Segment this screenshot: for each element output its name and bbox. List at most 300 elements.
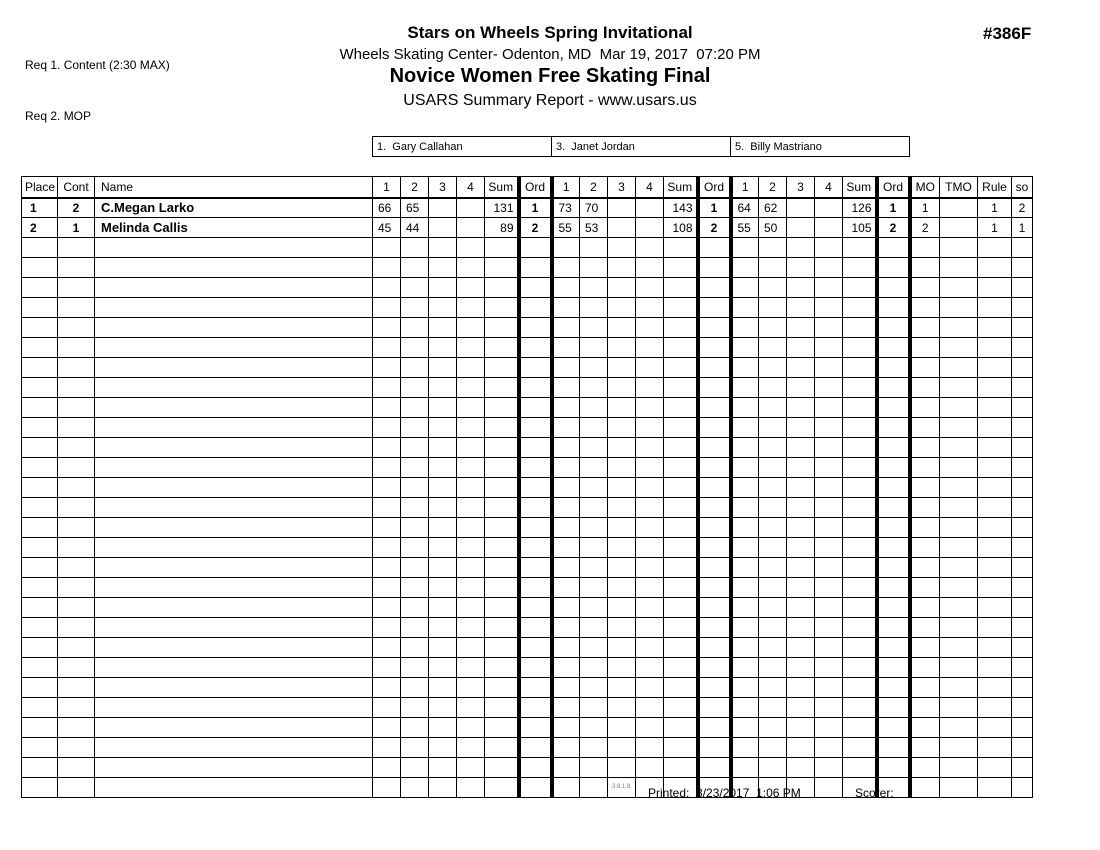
empty-row [22,438,1033,458]
empty-cell [401,298,429,318]
empty-cell [58,318,95,338]
empty-cell [1012,358,1033,378]
empty-cell [519,718,552,738]
empty-cell [519,418,552,438]
empty-cell [698,438,731,458]
empty-cell [940,658,978,678]
col-header-place: Place [22,177,58,198]
empty-cell [731,658,759,678]
empty-cell [843,238,877,258]
empty-cell [843,498,877,518]
empty-cell [429,498,457,518]
empty-cell [429,698,457,718]
empty-cell [608,238,636,258]
empty-row [22,278,1033,298]
empty-cell [636,698,664,718]
judge2-score4-cell [636,218,664,238]
empty-cell [1012,698,1033,718]
empty-cell [759,278,787,298]
empty-cell [485,638,519,658]
empty-cell [401,318,429,338]
empty-cell [1012,298,1033,318]
empty-cell [664,338,698,358]
empty-cell [580,758,608,778]
empty-cell [22,778,58,798]
empty-cell [485,338,519,358]
empty-row [22,558,1033,578]
mo-cell: 1 [910,198,940,218]
empty-cell [457,478,485,498]
col-header-rule: Rule [978,177,1012,198]
empty-cell [815,738,843,758]
empty-cell [58,638,95,658]
empty-cell [978,758,1012,778]
place-cell: 1 [22,198,58,218]
empty-cell [485,278,519,298]
empty-cell [457,258,485,278]
empty-cell [457,718,485,738]
empty-cell [608,298,636,318]
empty-cell [910,518,940,538]
empty-cell [373,578,401,598]
empty-cell [940,698,978,718]
empty-cell [787,718,815,738]
empty-cell [401,718,429,738]
empty-cell [759,258,787,278]
empty-cell [22,338,58,358]
empty-cell [731,478,759,498]
empty-cell [95,418,373,438]
judge1-score2-cell: 65 [401,198,429,218]
empty-cell [664,738,698,758]
empty-cell [664,398,698,418]
empty-cell [843,658,877,678]
empty-cell [22,358,58,378]
empty-cell [608,518,636,538]
empty-cell [731,258,759,278]
empty-cell [843,598,877,618]
tmo-cell [940,198,978,218]
judge2-score2-cell: 53 [580,218,608,238]
col-header-j1-3: 3 [429,177,457,198]
col-header-j3-1: 1 [731,177,759,198]
empty-cell [815,358,843,378]
empty-cell [815,378,843,398]
empty-cell [759,338,787,358]
cont-cell: 1 [58,218,95,238]
empty-cell [373,538,401,558]
empty-cell [429,758,457,778]
empty-cell [731,558,759,578]
empty-cell [485,718,519,738]
empty-cell [58,278,95,298]
empty-cell [843,438,877,458]
empty-cell [787,538,815,558]
empty-cell [485,498,519,518]
judge2-score2-cell: 70 [580,198,608,218]
empty-cell [940,358,978,378]
empty-cell [22,418,58,438]
empty-cell [457,538,485,558]
empty-cell [910,658,940,678]
empty-cell [698,378,731,398]
tmo-cell [940,218,978,238]
empty-cell [552,578,580,598]
empty-cell [608,398,636,418]
empty-cell [759,418,787,438]
col-header-j3-ord: Ord [877,177,910,198]
empty-cell [552,538,580,558]
empty-cell [877,538,910,558]
judge2-ord-cell: 2 [698,218,731,238]
empty-cell [22,238,58,258]
empty-cell [401,678,429,698]
empty-cell [843,258,877,278]
empty-cell [731,638,759,658]
empty-cell [485,738,519,758]
so-cell: 2 [1012,198,1033,218]
empty-cell [519,658,552,678]
empty-cell [759,598,787,618]
empty-cell [95,518,373,538]
empty-cell [608,618,636,638]
skater-row [22,198,1033,218]
empty-cell [580,458,608,478]
empty-cell [664,658,698,678]
empty-cell [552,418,580,438]
empty-cell [759,318,787,338]
judge-header-row [22,137,1033,157]
empty-cell [22,538,58,558]
empty-cell [759,498,787,518]
empty-cell [698,598,731,618]
empty-cell [815,398,843,418]
judge2-score4-cell [636,198,664,218]
empty-cell [664,718,698,738]
empty-cell [759,238,787,258]
empty-cell [698,418,731,438]
empty-cell [519,518,552,538]
empty-cell [401,398,429,418]
empty-cell [552,758,580,778]
col-header-j2-3: 3 [608,177,636,198]
empty-cell [978,618,1012,638]
empty-cell [552,498,580,518]
empty-cell [457,458,485,478]
empty-cell [552,658,580,678]
empty-cell [552,318,580,338]
empty-cell [373,378,401,398]
empty-cell [877,238,910,258]
empty-cell [910,778,940,798]
judge-1-name-box: 1. Gary Callahan [373,137,552,157]
empty-cell [759,758,787,778]
empty-cell [815,778,843,798]
empty-cell [552,778,580,798]
empty-cell [787,278,815,298]
empty-cell [787,678,815,698]
empty-cell [940,538,978,558]
empty-cell [485,358,519,378]
empty-cell [519,638,552,658]
empty-cell [429,258,457,278]
empty-cell [95,258,373,278]
empty-cell [457,498,485,518]
empty-cell [759,458,787,478]
empty-cell [664,438,698,458]
empty-cell [373,758,401,778]
empty-cell [843,738,877,758]
empty-cell [731,318,759,338]
empty-cell [787,318,815,338]
empty-cell [978,458,1012,478]
empty-cell [698,538,731,558]
empty-cell [636,258,664,278]
empty-cell [698,278,731,298]
empty-cell [22,698,58,718]
empty-cell [552,698,580,718]
empty-cell [664,478,698,498]
empty-cell [759,718,787,738]
empty-cell [698,558,731,578]
empty-cell [373,358,401,378]
empty-cell [759,378,787,398]
empty-cell [910,478,940,498]
empty-row [22,578,1033,598]
col-header-j1-sum: Sum [485,177,519,198]
empty-cell [636,298,664,318]
judge3-sum-cell: 126 [843,198,877,218]
empty-cell [698,678,731,698]
empty-row [22,738,1033,758]
empty-cell [731,538,759,558]
empty-cell [95,558,373,578]
col-header-j1-1: 1 [373,177,401,198]
empty-cell [373,718,401,738]
empty-row [22,238,1033,258]
empty-cell [787,598,815,618]
empty-cell [95,618,373,638]
empty-cell [843,478,877,498]
empty-cell [877,438,910,458]
judge-3-name-box: 5. Billy Mastriano [731,137,910,157]
empty-cell [519,378,552,398]
empty-cell [580,418,608,438]
empty-cell [843,538,877,558]
empty-cell [1012,518,1033,538]
empty-cell [552,358,580,378]
skater-name-cell: Melinda Callis [95,218,373,238]
empty-cell [580,278,608,298]
empty-cell [22,438,58,458]
empty-cell [1012,678,1033,698]
empty-cell [58,478,95,498]
judge2-score1-cell: 73 [552,198,580,218]
empty-cell [58,458,95,478]
empty-cell [636,278,664,298]
empty-cell [58,578,95,598]
empty-row [22,358,1033,378]
empty-cell [58,558,95,578]
empty-cell [910,598,940,618]
empty-cell [22,658,58,678]
empty-cell [1012,578,1033,598]
judge3-score2-cell: 62 [759,198,787,218]
empty-cell [940,238,978,258]
empty-cell [940,778,978,798]
empty-cell [457,318,485,338]
empty-cell [877,258,910,278]
empty-cell [877,338,910,358]
empty-cell [519,498,552,518]
empty-cell [978,338,1012,358]
empty-cell [731,338,759,358]
empty-cell [429,678,457,698]
empty-cell [373,638,401,658]
judge3-sum-cell: 105 [843,218,877,238]
empty-cell [843,358,877,378]
empty-cell [978,478,1012,498]
table-header-row [22,177,1033,198]
empty-cell [608,358,636,378]
empty-cell [373,618,401,638]
empty-cell [552,718,580,738]
judge1-ord-cell: 1 [519,198,552,218]
empty-cell [580,598,608,618]
spacer-row [22,157,1033,177]
empty-cell [552,558,580,578]
empty-cell [608,678,636,698]
empty-cell [457,698,485,718]
empty-cell [978,498,1012,518]
empty-cell [22,458,58,478]
empty-cell [95,698,373,718]
empty-cell [759,698,787,718]
empty-row [22,598,1033,618]
empty-cell [636,558,664,578]
empty-cell [815,298,843,318]
empty-cell [95,578,373,598]
empty-cell [485,238,519,258]
empty-cell [22,378,58,398]
empty-cell [1012,638,1033,658]
empty-cell [815,638,843,658]
empty-cell [978,678,1012,698]
empty-cell [580,638,608,658]
empty-cell [940,638,978,658]
empty-row [22,298,1033,318]
empty-cell [664,378,698,398]
empty-cell [457,378,485,398]
empty-cell [731,698,759,718]
empty-row [22,378,1033,398]
empty-cell [552,618,580,638]
empty-cell [608,378,636,398]
col-header-mo: MO [910,177,940,198]
empty-cell [95,318,373,338]
empty-cell [373,478,401,498]
empty-cell [373,278,401,298]
empty-cell [978,438,1012,458]
empty-cell [519,598,552,618]
report-type-line: USARS Summary Report - www.usars.us [403,92,697,109]
empty-cell [636,538,664,558]
empty-cell [664,638,698,658]
empty-cell [759,298,787,318]
empty-cell [940,438,978,458]
empty-cell [636,398,664,418]
empty-cell [552,258,580,278]
empty-cell [401,658,429,678]
empty-cell [910,398,940,418]
empty-cell [940,278,978,298]
empty-cell [787,238,815,258]
empty-cell [910,458,940,478]
empty-cell [978,578,1012,598]
empty-cell [1012,418,1033,438]
empty-cell [608,438,636,458]
empty-cell [815,578,843,598]
empty-cell [95,718,373,738]
empty-cell [910,558,940,578]
empty-cell [95,638,373,658]
empty-cell [1012,258,1033,278]
empty-cell [22,298,58,318]
empty-cell [401,498,429,518]
cont-cell: 2 [58,198,95,218]
judge2-score3-cell [608,198,636,218]
empty-cell [759,358,787,378]
empty-cell [978,598,1012,618]
empty-cell [552,738,580,758]
empty-cell [940,478,978,498]
empty-cell [429,538,457,558]
empty-cell [759,618,787,638]
empty-cell [457,298,485,318]
empty-cell [787,498,815,518]
empty-cell [608,418,636,438]
empty-cell [1012,658,1033,678]
skater-row [22,218,1033,238]
empty-cell [608,338,636,358]
empty-cell [519,478,552,498]
empty-cell [636,638,664,658]
empty-cell [978,238,1012,258]
empty-cell [457,338,485,358]
empty-cell [401,758,429,778]
empty-cell [815,498,843,518]
empty-cell [940,498,978,518]
empty-cell [787,478,815,498]
empty-cell [843,678,877,698]
empty-cell [519,758,552,778]
empty-cell [401,598,429,618]
empty-cell [843,518,877,538]
judge3-score3-cell [787,218,815,238]
empty-cell [401,558,429,578]
empty-cell [58,758,95,778]
empty-cell [978,318,1012,338]
empty-cell [58,298,95,318]
empty-cell [940,418,978,438]
empty-cell [664,498,698,518]
empty-cell [910,698,940,718]
empty-cell [698,758,731,778]
empty-cell [731,438,759,458]
empty-cell [877,398,910,418]
empty-cell [731,738,759,758]
empty-cell [95,358,373,378]
